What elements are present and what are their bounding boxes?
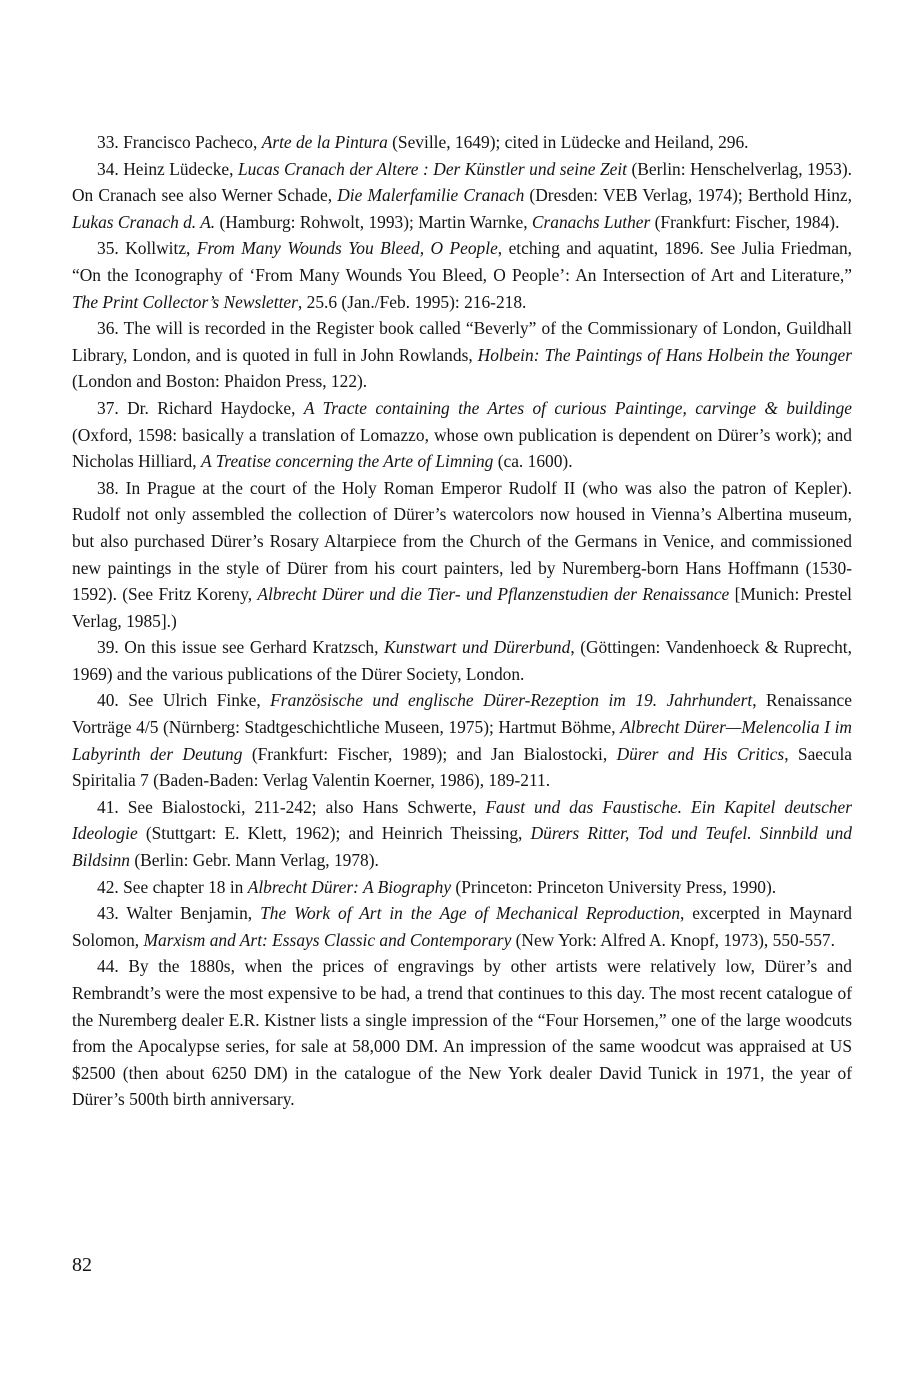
endnote-text: (Frankfurt: Fischer, 1984). xyxy=(650,211,840,232)
endnote-text: (ca. 1600). xyxy=(493,451,573,472)
endnote-title: Kunstwart und Dürerbund xyxy=(384,637,571,658)
endnote-text: On this issue see Gerhard Kratzsch, xyxy=(124,637,385,658)
endnote xyxy=(72,129,852,156)
endnote-text: , (Göttingen: Vandenhoeck & Ruprecht, 1969) and the various publications of the Dürer Society, London. xyxy=(72,637,852,684)
endnote-title: Dürer and His Critics xyxy=(616,743,785,764)
endnote-title: The Print Collector’s Newsletter xyxy=(72,291,298,312)
endnote-title: From Many Wounds You Bleed, O People xyxy=(196,238,498,259)
endnote-title: Albrecht Dürer: A Biography xyxy=(247,876,452,897)
endnote-title: Die Malerfamilie Cranach xyxy=(337,185,525,206)
endnote-title: Lucas Cranach der Altere : Der Künstler und seine Zeit xyxy=(237,158,628,179)
endnote-number: 38. xyxy=(97,477,119,498)
endnote xyxy=(72,475,852,635)
endnote xyxy=(72,794,852,874)
endnote xyxy=(72,315,852,395)
endnote-text: (Stuttgart: E. Klett, 1962); and Heinrich Theissing, xyxy=(137,823,531,844)
endnote-number: 39. xyxy=(97,637,119,658)
endnote-number: 35. xyxy=(97,238,119,259)
endnote-number: 34. xyxy=(97,158,119,179)
endnote-text: , Saecula Spiritalia 7 (Baden-Baden: Verlag Valentin Koerner, 1986), 189-211. xyxy=(72,743,852,791)
endnote-text: (Seville, 1649); cited in Lüdecke and Heiland, 296. xyxy=(387,132,749,152)
endnote-text: (New York: Alfred A. Knopf, 1973), 550-557. xyxy=(511,929,835,950)
endnote xyxy=(72,156,852,236)
endnote xyxy=(72,900,852,953)
endnote-text: (Berlin: Henschelverlag, 1953). On Cranach see also Werner Schade, xyxy=(72,158,852,206)
endnote-text: Heinz Lüdecke, xyxy=(123,158,238,179)
endnote-text: (Hamburg: Rohwolt, 1993); Martin Warnke, xyxy=(215,211,532,232)
endnote xyxy=(72,634,852,687)
endnote xyxy=(72,235,852,315)
endnote-text: In Prague at the court of the Holy Roman Emperor Rudolf II (who was also the patron of Kepler). Rudolf not only assembled the collection of Dürer’s watercolors now housed in Vienna’s Albertina museum, but also purchased Dürer’s Rosary Altarpiece from the Church of the Germans in Venice, and commissioned new paintings in the style of Dürer from his court painters, led by Nuremberg-born Hans Hoffmann (1530-1592). (See Fritz Koreny, xyxy=(72,477,852,605)
endnote-text: Francisco Pacheco, xyxy=(123,132,262,152)
endnote-title: Holbein: The Paintings of Hans Holbein the Younger xyxy=(477,344,852,365)
endnote-title: A Treatise concerning the Arte of Limning xyxy=(200,451,494,472)
endnote-title: Französische und englische Dürer-Rezeption im 19. Jahrhundert xyxy=(270,690,753,711)
endnote-title: Faust und das Faustische. Ein Kapitel deutscher Ideologie xyxy=(72,796,852,844)
endnote-text: See Ulrich Finke, xyxy=(128,690,271,711)
endnote-number: 41. xyxy=(97,796,119,817)
endnote xyxy=(72,687,852,793)
endnote xyxy=(72,395,852,475)
endnote-text: (Frankfurt: Fischer, 1989); and Jan Bialostocki, xyxy=(242,743,617,764)
endnote-text: [Munich: Prestel Verlag, 1985].) xyxy=(72,584,853,631)
endnote-number: 33. xyxy=(97,132,119,152)
endnote-number: 44. xyxy=(97,956,119,977)
endnote-text: , 25.6 (Jan./Feb. 1995): 216-218. xyxy=(297,291,527,312)
endnote-title: The Work of Art in the Age of Mechanical Reproduction xyxy=(260,903,681,924)
endnote-text: (Dresden: VEB Verlag, 1974); Berthold Hinz, xyxy=(524,185,852,206)
endnote xyxy=(72,953,852,1113)
endnote-text: See chapter 18 in xyxy=(123,876,248,897)
endnote-title: Lukas Cranach d. A. xyxy=(72,211,216,232)
endnote-number: 37. xyxy=(97,397,119,418)
endnote-number: 43. xyxy=(97,903,119,924)
endnote-text: Dr. Richard Haydocke, xyxy=(127,397,304,418)
endnote-title: A Tracte containing the Artes of curious Paintinge, carvinge & buildinge xyxy=(303,397,852,418)
endnote-title: Dürers Ritter, Tod und Teufel. Sinnbild und Bildsinn xyxy=(72,823,852,871)
page-number: 82 xyxy=(72,1254,92,1276)
endnote-number: 40. xyxy=(97,690,119,711)
endnote-text: See Bialostocki, 211-242; also Hans Schwerte, xyxy=(127,796,486,817)
endnote-text: , etching and aquatint, 1896. See Julia Friedman, “On the Iconography of ‘From Many Wounds You Bleed, O People’: An Intersection of Art and Literature,” xyxy=(72,238,852,285)
endnote-text: , excerpted in Maynard Solomon, xyxy=(72,903,853,950)
endnote-text: (Princeton: Princeton University Press, 1990). xyxy=(451,876,777,897)
endnote-title: Arte de la Pintura xyxy=(261,132,388,152)
endnote xyxy=(72,874,852,901)
endnote-title: Albrecht Dürer und die Tier- und Pflanzenstudien der Renaissance xyxy=(257,584,730,605)
endnote-text: By the 1880s, when the prices of engravings by other artists were relatively low, Dürer’s and Rembrandt’s were the most expensive to be had, a trend that continues to this day. The most recent catalogue of the Nuremberg dealer E.R. Kistner lists a single impression of the “Four Horsemen,” one of the large woodcuts from the Apocalypse series, for sale at 58,000 DM. An impression of the same woodcut was appraised at US $2500 (then about 6250 DM) in the catalogue of the New York dealer David Tunick in 1971, the year of Dürer’s 500th birth anniversary. xyxy=(72,956,852,1110)
endnote-text: (Berlin: Gebr. Mann Verlag, 1978). xyxy=(129,850,379,871)
endnote-number: 42. xyxy=(97,876,119,897)
endnote-number: 36. xyxy=(97,318,119,339)
endnotes-list xyxy=(72,129,852,1113)
endnote-text: Kollwitz, xyxy=(125,238,197,259)
endnote-title: Albrecht Dürer—Melencolia I im Labyrinth der Deutung xyxy=(72,717,852,764)
endnote-text: , Renaissance Vorträge 4/5 (Nürnberg: Stadtgeschichtliche Museen, 1975); Hartmut Böhme, xyxy=(72,690,852,738)
endnote-title: Cranachs Luther xyxy=(531,211,651,232)
endnote-text: The will is recorded in the Register book called “Beverly” of the Commissionary of London, Guildhall Library, London, and is quoted in full in John Rowlands, xyxy=(72,318,852,365)
endnote-text: (Oxford, 1598: basically a translation of Lomazzo, whose own publication is dependent on Dürer’s work); and Nicholas Hilliard, xyxy=(72,424,852,472)
endnote-text: Walter Benjamin, xyxy=(126,903,261,924)
endnote-text: (London and Boston: Phaidon Press, 122). xyxy=(72,371,368,392)
endnote-title: Marxism and Art: Essays Classic and Contemporary xyxy=(143,929,512,950)
